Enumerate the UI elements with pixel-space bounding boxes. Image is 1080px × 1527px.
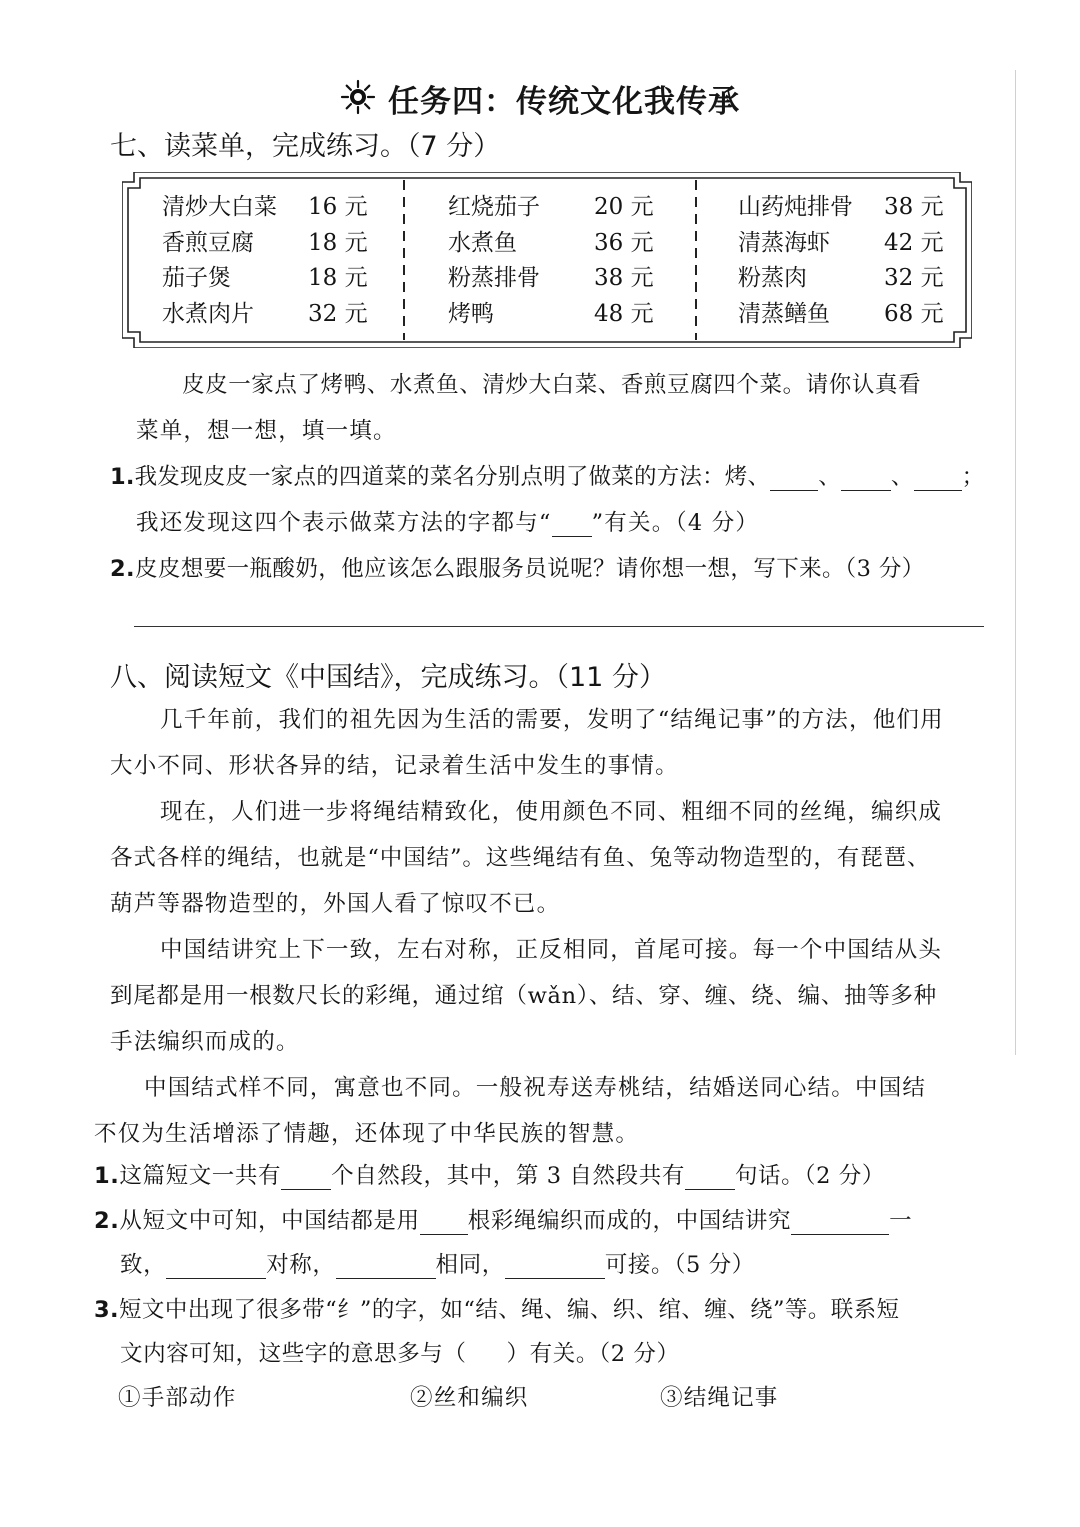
menu-item: 清炒大白菜 16 元 bbox=[162, 194, 368, 220]
s8-question-3 bbox=[94, 1292, 899, 1324]
s8-paragraph-4-line1: 中国结式样不同，寓意也不同。一般祝寿送寿桃结，结婚送同心结。中国结 bbox=[144, 1075, 927, 1101]
s8-paragraph-2-line1: 现在，人们进一步将绳结精致化，使用颜色不同、粗细不同的丝绳，编织成 bbox=[160, 799, 943, 825]
question-text: 从短文中可知，中国结都是用 bbox=[119, 1208, 420, 1234]
s8-question-3-line2 bbox=[120, 1336, 680, 1368]
answer-blank[interactable] bbox=[841, 464, 891, 491]
s8-paragraph-3-line2: 到尾都是用一根数尺长的彩绳，通过绾（wǎn）、结、穿、缠、绕、编、抽等多种 bbox=[110, 983, 937, 1009]
s8-paragraph-2-line3: 葫芦等器物造型的，外国人看了惊叹不已。 bbox=[110, 891, 561, 917]
separator: ； bbox=[961, 464, 985, 490]
answer-blank[interactable] bbox=[505, 1252, 605, 1279]
page-title bbox=[0, 76, 1080, 123]
s7-question-1 bbox=[110, 459, 984, 491]
question-number: 3. bbox=[94, 1297, 120, 1323]
question-text: ”有关。（4 分） bbox=[591, 510, 760, 536]
s8-paragraph-1-line2: 大小不同、形状各异的结，记录着生活中发生的事情。 bbox=[110, 753, 679, 779]
question-text: 个自然段，其中，第 3 自然段共有 bbox=[331, 1163, 685, 1189]
question-text: 文内容可知，这些字的意思多与（ bbox=[120, 1341, 467, 1367]
section8-heading: 八、阅读短文《中国结》，完成练习。（11 分） bbox=[110, 662, 666, 693]
question-text: 皮皮想要一瓶酸奶，他应该怎么跟服务员说呢？请你想一想，写下来。（3 分） bbox=[135, 556, 925, 582]
menu-item: 清蒸鳝鱼 68 元 bbox=[738, 300, 944, 327]
answer-blank[interactable] bbox=[281, 1163, 331, 1190]
answer-blank[interactable] bbox=[420, 1208, 468, 1235]
option-1[interactable]: ①手部动作 bbox=[118, 1385, 237, 1411]
s8-question-1 bbox=[94, 1158, 885, 1190]
menu-item: 山药炖排骨 38 元 bbox=[738, 194, 944, 220]
section7-intro-line1: 皮皮一家点了烤鸭、水煮鱼、清炒大白菜、香煎豆腐四个菜。请你认真看 bbox=[182, 372, 922, 398]
menu-column-1 bbox=[162, 190, 368, 332]
option-2[interactable]: ②丝和编织 bbox=[410, 1385, 529, 1411]
menu-item: 茄子煲 18 元 bbox=[162, 265, 368, 291]
question-text: 可接。（5 分） bbox=[604, 1252, 755, 1278]
answer-blank[interactable] bbox=[552, 510, 592, 537]
question-text: 根彩绳编织而成的，中国结讲究 bbox=[467, 1208, 792, 1234]
separator: 、 bbox=[818, 464, 841, 490]
answer-blank[interactable] bbox=[166, 1252, 266, 1279]
s8-paragraph-1-line1: 几千年前，我们的祖先因为生活的需要，发明了“结绳记事”的方法，他们用 bbox=[160, 707, 944, 733]
s8-paragraph-4-line2: 不仅为生活增添了情趣，还体现了中华民族的智慧。 bbox=[94, 1121, 640, 1147]
answer-blank[interactable] bbox=[791, 1208, 889, 1235]
section7-intro-line2: 菜单，想一想，填一填。 bbox=[136, 418, 397, 444]
menu-item: 水煮肉片 32 元 bbox=[162, 300, 368, 327]
s7-question-1-line2 bbox=[136, 505, 759, 537]
question-text: 句话。（2 分） bbox=[734, 1163, 885, 1189]
question-text: 致， bbox=[120, 1252, 167, 1278]
s8-paragraph-3-line3: 手法编织而成的。 bbox=[110, 1029, 300, 1055]
s8-question-2-line2 bbox=[120, 1247, 755, 1279]
question-text: 对称， bbox=[266, 1252, 336, 1278]
question-text: 这篇短文一共有 bbox=[119, 1163, 282, 1189]
menu-item: 清蒸海虾 42 元 bbox=[738, 229, 944, 256]
question-text: 一 bbox=[889, 1208, 913, 1234]
question-text: 相同， bbox=[435, 1252, 505, 1278]
menu-item: 香煎豆腐 18 元 bbox=[162, 229, 368, 256]
question-text: ）有关。（2 分） bbox=[506, 1341, 680, 1367]
menu-column-2 bbox=[448, 190, 654, 332]
menu-box bbox=[122, 172, 972, 348]
menu-column-3 bbox=[738, 190, 944, 332]
question-number: 1. bbox=[110, 464, 135, 490]
question-text: 我发现皮皮一家点的四道菜的菜名分别点明了做菜的方法：烤、 bbox=[134, 464, 771, 490]
option-3[interactable]: ③结绳记事 bbox=[660, 1385, 779, 1411]
answer-blank[interactable] bbox=[770, 464, 818, 491]
menu-item: 粉蒸排骨 38 元 bbox=[448, 265, 654, 291]
menu-item: 烤鸭 48 元 bbox=[448, 300, 654, 327]
section7-heading: 七、读菜单，完成练习。（7 分） bbox=[110, 131, 501, 162]
s8-paragraph-2-line2: 各式各样的绳结，也就是“中国结”。这些绳结有鱼、兔等动物造型的，有琵琶、 bbox=[110, 845, 931, 871]
s8-question-2 bbox=[94, 1203, 912, 1235]
menu-item: 粉蒸肉 32 元 bbox=[738, 265, 944, 291]
menu-item: 红烧茄子 20 元 bbox=[448, 194, 654, 220]
separator: 、 bbox=[890, 464, 914, 490]
page-edge-line bbox=[1015, 70, 1016, 1055]
s8-paragraph-3-line1: 中国结讲究上下一致，左右对称，正反相同，首尾可接。每一个中国结从头 bbox=[160, 937, 943, 963]
question-text: 短文中出现了很多带“纟”的字，如“结、绳、编、织、绾、缠、绕”等。联系短 bbox=[119, 1297, 900, 1323]
s7-question-2 bbox=[110, 551, 925, 583]
question-number: 1. bbox=[94, 1163, 120, 1189]
answer-blank[interactable] bbox=[685, 1163, 735, 1190]
question-number: 2. bbox=[110, 556, 136, 582]
sun-icon bbox=[340, 79, 376, 123]
title-text: 任务四：传统文化我传承 bbox=[388, 84, 740, 120]
question-text: 我还发现这四个表示做菜方法的字都与“ bbox=[136, 510, 552, 536]
question-number: 2. bbox=[94, 1208, 120, 1234]
menu-item: 水煮鱼 36 元 bbox=[448, 229, 654, 256]
answer-blank[interactable] bbox=[336, 1252, 436, 1279]
answer-blank[interactable] bbox=[914, 464, 962, 491]
answer-writing-line[interactable] bbox=[134, 626, 984, 627]
